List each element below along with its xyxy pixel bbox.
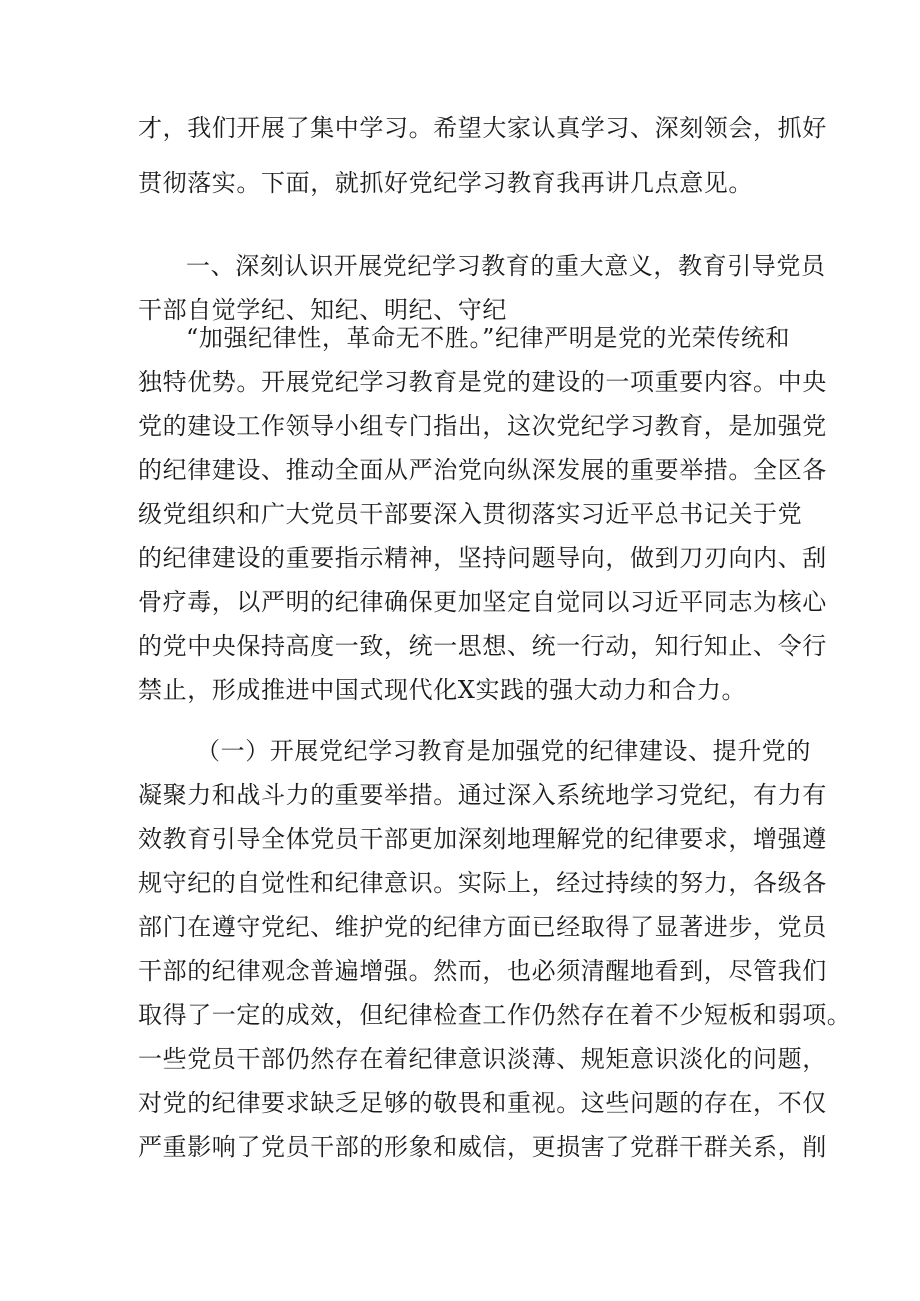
text-line: 对党的纪律要求缺乏足够的敬畏和重视。这些问题的存在，不仅 (138, 1089, 827, 1117)
section-heading-line: 一、深刻认识开展党纪学习教育的重大意义，教育引导党员 (186, 252, 826, 280)
text-line: 规守纪的自觉性和纪律意识。实际上，经过持续的努力，各级各 (138, 869, 827, 897)
text-line: 部门在遵守党纪、维护党的纪律方面已经取得了显著进步，党员 (138, 913, 827, 941)
text-line: 取得了一定的成效，但纪律检查工作仍然存在着不少短板和弱项。 (138, 1001, 852, 1029)
text-line: 的党中央保持高度一致，统一思想、统一行动，知行知止、令行 (138, 632, 827, 660)
text-line: 级党组织和广大党员干部要深入贯彻落实习近平总书记关于党 (138, 500, 803, 528)
text-line: 贯彻落实。下面，就抓好党纪学习教育我再讲几点意见。 (138, 169, 753, 197)
section-heading-line: 干部自觉学纪、知纪、明纪、守纪 (138, 296, 507, 324)
text-line: 禁止，形成推进中国式现代化X实践的强大动力和合力。 (138, 676, 747, 704)
subsection-line: （一）开展党纪学习教育是加强党的纪律建设、提升党的 (196, 737, 811, 765)
text-line: 凝聚力和战斗力的重要举措。通过深入系统地学习党纪，有力有 (138, 781, 827, 809)
text-line: 效教育引导全体党员干部更加深刻地理解党的纪律要求，增强遵 (138, 825, 827, 853)
text-line: 的纪律建设的重要指示精神，坚持问题导向，做到刀刃向内、刮 (138, 544, 827, 572)
text-line: 才，我们开展了集中学习。希望大家认真学习、深刻领会，抓好 (138, 114, 827, 142)
text-line: 严重影响了党员干部的形象和威信，更损害了党群干群关系，削 (138, 1133, 827, 1161)
text-line: 的纪律建设、推动全面从严治党向纵深发展的重要举措。全区各 (138, 456, 827, 484)
text-line: 骨疗毒，以严明的纪律确保更加坚定自觉同以习近平同志为核心 (138, 588, 827, 616)
text-line: 党的建设工作领导小组专门指出，这次党纪学习教育，是加强党 (138, 412, 827, 440)
text-line: 独特优势。开展党纪学习教育是党的建设的一项重要内容。中央 (138, 368, 827, 396)
text-line: 一些党员干部仍然存在着纪律意识淡薄、规矩意识淡化的问题， (138, 1045, 827, 1073)
text-line: 干部的纪律观念普遍增强。然而，也必须清醒地看到，尽管我们 (138, 957, 827, 985)
text-line: “加强纪律性，革命无不胜。”纪律严明是党的光荣传统和 (186, 324, 791, 352)
